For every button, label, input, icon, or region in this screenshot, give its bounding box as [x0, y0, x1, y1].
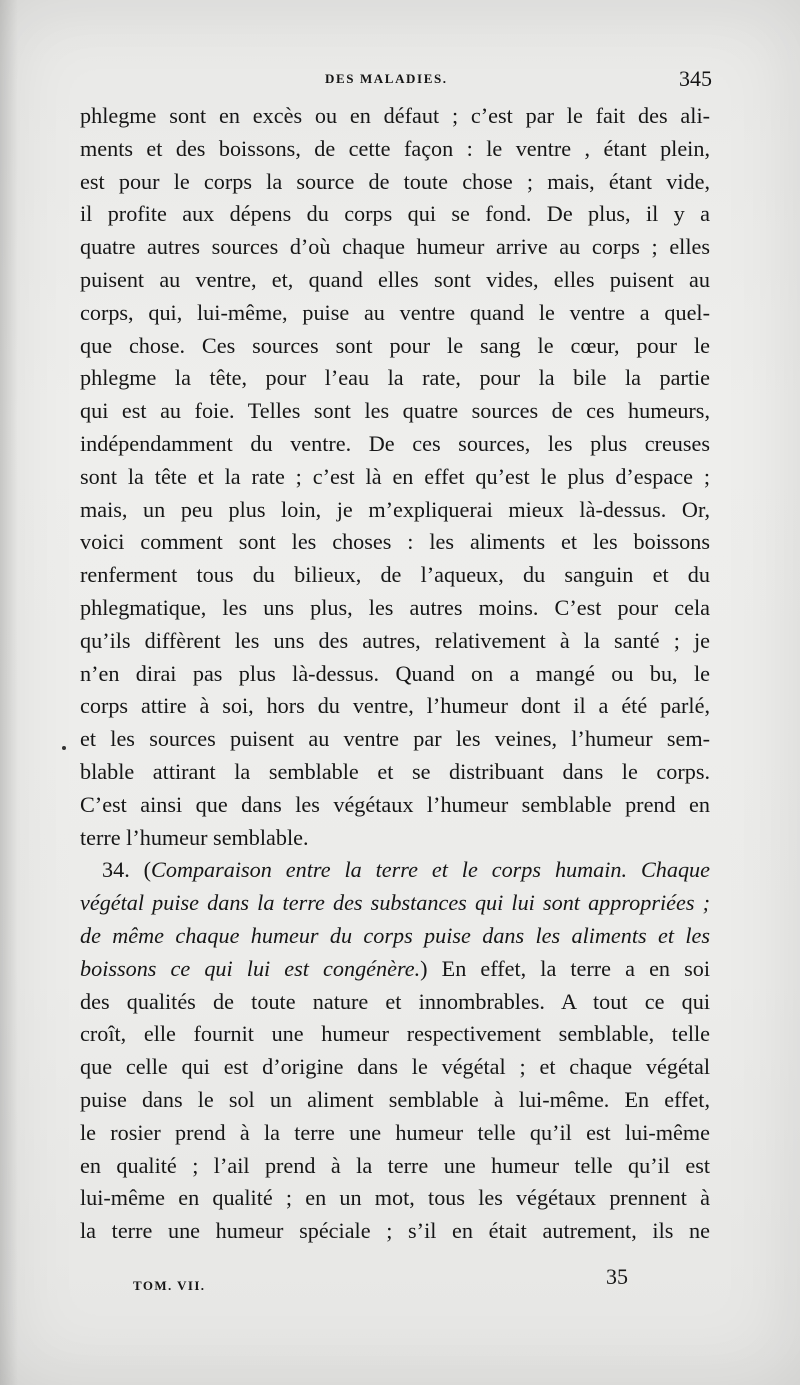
paragraph-34: [80, 854, 710, 1248]
page-number: 345: [679, 66, 712, 91]
summary-italic: de même chaque humeur du corps puise dans les aliments et les: [80, 922, 710, 948]
text-line: que celle qui est d’origine dans le végétal ; et chaque végétal: [80, 1054, 710, 1080]
volume-mark: TOM. VII.: [133, 1278, 206, 1293]
close-paren: ): [420, 955, 428, 981]
paragraph-33-continuation: [80, 100, 710, 854]
text-line: phlegme sont en excès ou en défaut ; c’est par le fait des ali-: [80, 103, 710, 128]
text-line: est pour le corps la source de toute chose ; mais, étant vide,: [80, 168, 710, 194]
text-line: lui-même en qualité ; en un mot, tous les végétaux prennent à: [80, 1185, 710, 1211]
text-line: ments et des boissons, de cette façon : le ventre , étant plein,: [80, 135, 710, 161]
text-line: qu’ils diffèrent les uns des autres, relativement à la santé ; je: [80, 627, 710, 653]
text-line: il profite aux dépens du corps qui se fond. De plus, il y a: [80, 201, 710, 227]
summary-italic: boissons ce qui lui est congénère.: [80, 955, 421, 981]
signature-mark: 35: [606, 1264, 628, 1289]
text-line: indépendamment du ventre. De ces sources, les plus creuses: [80, 430, 710, 456]
text-line: sont la tête et la rate ; c’est là en effet qu’est le plus d’espace ;: [80, 463, 710, 489]
text-line: et les sources puisent au ventre par les veines, l’humeur sem-: [80, 726, 710, 752]
text-line: [80, 953, 710, 986]
ink-speck: [62, 746, 66, 750]
text-line: blable attirant la semblable et se distribuant dans le corps.: [80, 758, 710, 784]
text-line: renferment tous du bilieux, de l’aqueux, du sanguin et du: [80, 562, 710, 588]
text-fragment: En effet, la terre a en soi: [427, 955, 710, 981]
text-line: des qualités de toute nature et innombrables. A tout ce qui: [80, 988, 710, 1014]
open-paren: (: [143, 857, 152, 883]
text-line: terre l’humeur semblable.: [80, 824, 309, 850]
text-line: corps attire à soi, hors du ventre, l’humeur dont il a été parlé,: [80, 693, 710, 719]
text-line: que chose. Ces sources sont pour le sang le cœur, pour le: [80, 332, 710, 358]
text-line: qui est au foie. Telles sont les quatre sources de ces humeurs,: [80, 398, 710, 424]
text-line: la terre une humeur spéciale ; s’il en était autrement, ils ne: [80, 1218, 710, 1244]
text-line: en qualité ; l’ail prend à la terre une humeur telle qu’il est: [80, 1152, 710, 1178]
page-header: [0, 68, 800, 94]
text-line: puisent au ventre, et, quand elles sont vides, elles puisent au: [80, 266, 710, 292]
page-footer: [0, 1264, 800, 1294]
text-line: mais, un peu plus loin, je m’expliquerai mieux là-dessus. Or,: [80, 496, 710, 522]
text-line: phlegmatique, les uns plus, les autres moins. C’est pour cela: [80, 594, 710, 620]
body-text: [80, 100, 710, 1248]
text-line: le rosier prend à la terre une humeur telle qu’il est lui-même: [80, 1119, 710, 1145]
page-edge-shadow: [0, 0, 18, 1385]
text-line: corps, qui, lui-même, puise au ventre quand le ventre a quel-: [80, 299, 710, 325]
text-line: phlegme la tête, pour l’eau la rate, pour la bile la partie: [80, 365, 710, 391]
text-line: puise dans le sol un aliment semblable à lui-même. En effet,: [80, 1086, 710, 1112]
text-line: [80, 854, 710, 887]
text-line: n’en dirai pas plus là-dessus. Quand on a mangé ou bu, le: [80, 660, 710, 686]
text-line: croît, elle fournit une humeur respectivement semblable, telle: [80, 1021, 710, 1047]
summary-italic: Comparaison entre la terre et le corps humain. Chaque: [151, 857, 710, 883]
text-line: quatre autres sources d’où chaque humeur arrive au corps ; elles: [80, 234, 710, 260]
paragraph-number: 34.: [102, 857, 130, 883]
text-line: C’est ainsi que dans les végétaux l’humeur semblable prend en: [80, 791, 710, 817]
summary-italic: végétal puise dans la terre des substances qui lui sont appropriées ;: [80, 890, 710, 916]
text-line: voici comment sont les choses : les aliments et les boissons: [80, 529, 710, 555]
running-head: DES MALADIES.: [325, 71, 448, 86]
